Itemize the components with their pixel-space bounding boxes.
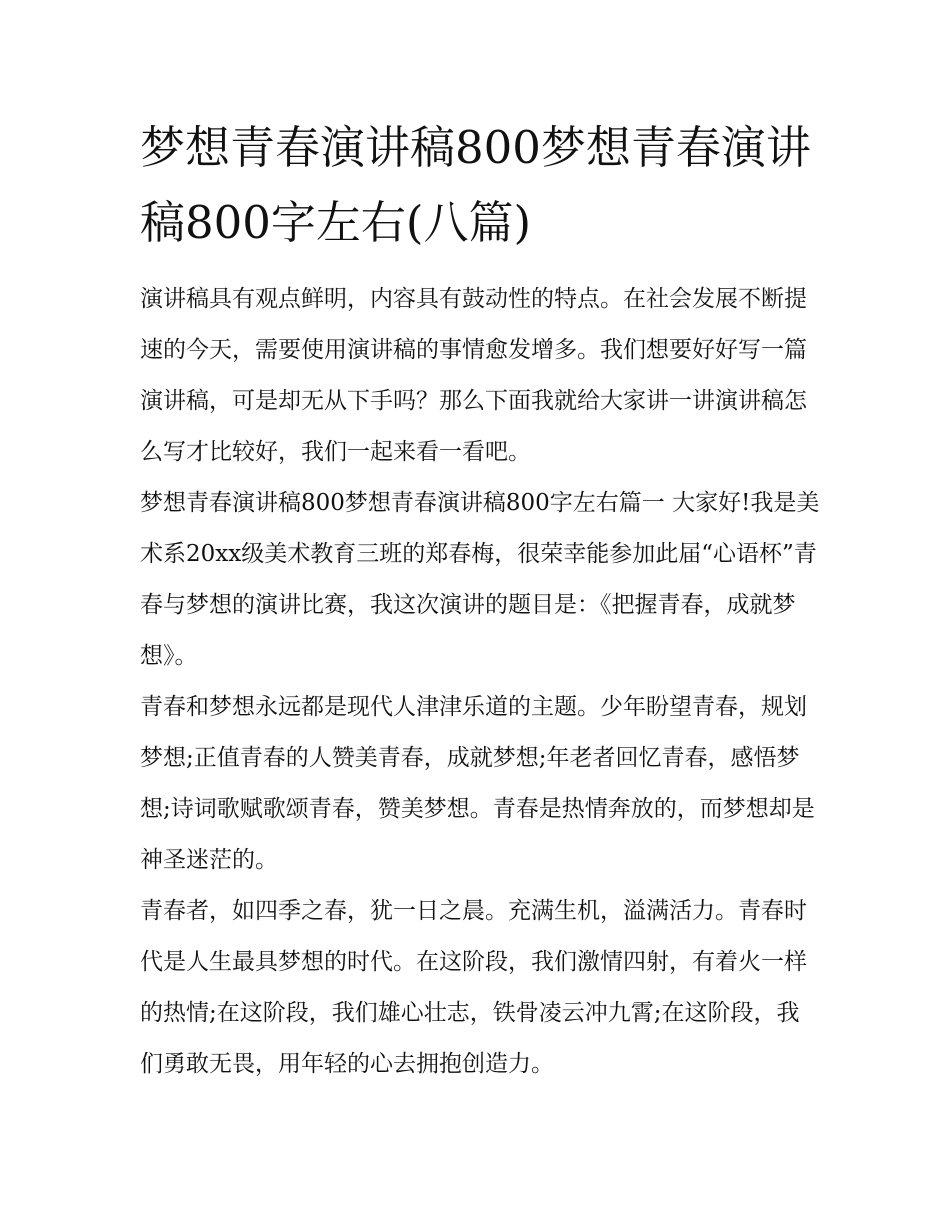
paragraph-youth-spring: 青春者，如四季之春，犹一日之晨。充满生机，溢满活力。青春时代是人生最具梦想的时代。在这阶段，我们激情四射，有着火一样的热情;在这阶段，我们雄心壮志，铁骨凌云冲九霄;在这阶段，我们勇敢无畏，用年轻的心去拥抱创造力。 xyxy=(140,898,807,1077)
document-title: 梦想青春演讲稿800梦想青春演讲稿800字左右(八篇) xyxy=(140,121,811,249)
paragraph-youth-dream-theme: 青春和梦想永远都是现代人津津乐道的主题。少年盼望青春，规划梦想;正值青春的人赞美青春，成就梦想;年老者回忆青春，感悟梦想;诗词歌赋歌颂青春，赞美梦想。青春是热情奔放的，而梦想却是神圣迷茫的。 xyxy=(140,694,815,873)
document-page xyxy=(140,110,820,1090)
paragraph-speech-opening: 梦想青春演讲稿800梦想青春演讲稿800字左右篇一 大家好!我是美术系20xx级美术教育三班的郑春梅，很荣幸能参加此届“心语杯”青春与梦想的演讲比赛，我这次演讲的题目是：《把握青春，成就梦想》。 xyxy=(140,490,820,669)
paragraph-intro: 演讲稿具有观点鲜明，内容具有鼓动性的特点。在社会发展不断提速的今天，需要使用演讲稿的事情愈发增多。我们想要好好写一篇演讲稿，可是却无从下手吗？那么下面我就给大家讲一讲演讲稿怎么写才比较好，我们一起来看一看吧。 xyxy=(140,286,807,465)
